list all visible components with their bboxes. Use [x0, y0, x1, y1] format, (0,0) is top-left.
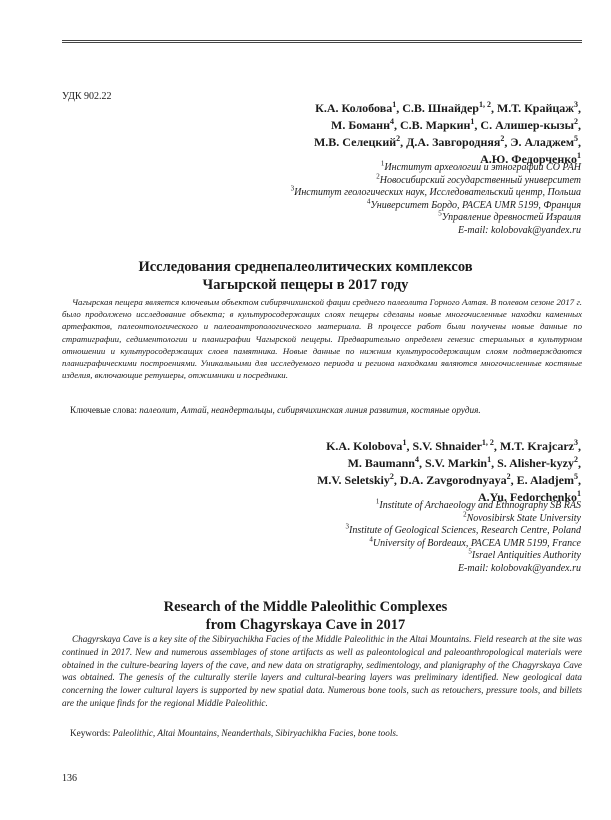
affiliation-line [161, 197, 581, 213]
affiliation-marker: 1, 2 [481, 438, 494, 447]
affiliation-marker: 2 [389, 472, 394, 481]
email-line [161, 563, 581, 576]
affiliation-text: University of Bordeaux, PACEA UMR 5199, France [372, 537, 581, 549]
affiliation-number: 5 [468, 548, 472, 557]
affiliation-marker: 2 [500, 134, 505, 143]
keywords-ru [70, 404, 580, 416]
title-ru-line-1: Исследования среднепалеолитических комплексов [138, 259, 473, 275]
author-name: , М.Т. Крайцаж [490, 101, 574, 115]
affiliation-line [161, 184, 581, 200]
author-name: A.Yu. Fedorchenko [477, 490, 577, 504]
affiliation-number: 4 [369, 535, 373, 544]
affiliation-text: E-mail: kolobovak@yandex.ru [457, 224, 581, 236]
author-name: , [578, 118, 581, 132]
author-name: , С.В. Шнайдер [396, 101, 479, 115]
author-name: , [578, 135, 581, 149]
affiliation-line [161, 535, 581, 551]
affiliation-line [161, 550, 581, 563]
affiliation-marker: 2 [574, 117, 578, 126]
author-name: , [578, 101, 581, 115]
affiliation-marker: 2 [574, 455, 578, 464]
authors-en [101, 438, 581, 506]
abstract-ru: Чагырская пещера является ключевым объектом сибирячихинской фации среднего палеолита Горного Алтая. В полевом сезоне 2017 г. было продолжено исследование объекта; в культуросодержащих слоях пещеры сделаны новые многочисленные находки каменных артефактов, палеонтологического и палеоантропологического материала. В процессе работ были получены новые данные по стратиграфии, седиментологии и планиграфии Чагырской пещеры. Предварительно определен генезис стерильных в культурном отношении и культуросодержащих слоев памятника. Новые данные по нижним культуросодержащим слоям подтверждаются планиграфическими построениями. Уникальными для исследуемого периода и региона находками являются многочисленные костяные изделия, включающие ретушеры, отжимники и посредники. [62, 297, 582, 381]
affiliation-number: 1 [380, 159, 385, 168]
author-name: , D.A. Zavgorodnyaya [393, 473, 507, 487]
author-name: , Э. Аладжем [504, 135, 574, 149]
author-name: , [578, 473, 581, 487]
keywords-en [70, 727, 580, 739]
keywords-ru-label: Ключевые слова: [70, 405, 137, 415]
title-en-line-1: Research of the Middle Paleolithic Complexes [163, 599, 448, 615]
author-line [101, 438, 581, 455]
author-name: K.A. Kolobova [326, 439, 403, 453]
affiliation-number: 1 [375, 497, 380, 506]
author-name: А.Ю. Федорченко [480, 152, 577, 166]
title-en-line-2: from Chagyrskaya Cave in 2017 [205, 617, 406, 633]
affiliation-number: 2 [463, 510, 467, 519]
author-line [101, 455, 581, 472]
author-name: , S.V. Markin [418, 456, 488, 470]
email-line [161, 225, 581, 238]
affiliation-text: E-mail: kolobovak@yandex.ru [457, 562, 581, 574]
affiliation-text: Novosibirsk State University [466, 512, 581, 524]
authors-ru [101, 100, 581, 168]
affiliation-number: 5 [438, 210, 442, 219]
affiliation-marker: 4 [389, 117, 394, 126]
affiliation-line [161, 510, 581, 526]
author-name: , Д.А. Завгородняя [400, 135, 501, 149]
author-name: М.В. Селецкий [313, 135, 397, 149]
affiliation-marker: 1 [392, 100, 397, 109]
affiliation-line [161, 212, 581, 225]
affiliation-line [161, 172, 581, 188]
affiliation-marker: 2 [396, 134, 401, 143]
author-line [101, 472, 581, 489]
affiliation-text: Israel Antiquities Authority [471, 550, 581, 562]
affiliation-marker: 1, 2 [478, 100, 491, 109]
author-name: , С. Алишер-кызы [474, 118, 574, 132]
author-line [101, 134, 581, 151]
affiliation-marker: 1 [577, 151, 581, 160]
author-line [101, 117, 581, 134]
author-line [101, 100, 581, 117]
affiliation-marker: 1 [402, 438, 407, 447]
affiliation-text: Institute of Archaeology and Ethnography SB RAS [379, 500, 581, 511]
keywords-ru-values: палеолит, Алтай, неандертальцы, сибирячихинская линия развития, костяные орудия. [139, 405, 481, 415]
article-title-en [30, 598, 581, 634]
affiliation-marker: 4 [414, 455, 419, 464]
title-ru-line-2: Чагырской пещеры в 2017 году [202, 277, 409, 293]
affiliation-text: Новосибирский государственный университет [379, 174, 581, 186]
author-name: , S. Alisher-kyzy [491, 456, 574, 470]
keywords-en-label: Keywords: [70, 728, 111, 738]
affiliation-marker: 2 [506, 472, 511, 481]
author-name: , S.V. Shnaider [406, 439, 482, 453]
author-name: M.V. Seletskiy [317, 473, 390, 487]
affiliation-number: 3 [345, 522, 350, 531]
author-name: , [578, 439, 581, 453]
author-name: К.А. Колобова [315, 101, 393, 115]
page-number: 136 [62, 773, 77, 784]
author-name: , С.В. Маркин [393, 118, 471, 132]
author-name: М. Боманн [331, 118, 390, 132]
affiliation-number: 2 [376, 172, 380, 181]
affiliation-text: Институт археологии и этнографии СО РАН [384, 162, 581, 173]
affiliation-number: 3 [290, 184, 295, 193]
keywords-en-values: Paleolithic, Altai Mountains, Neanderthals, Sibiryachikha Facies, bone tools. [112, 728, 399, 738]
affiliation-text: Институт геологических наук, Исследовательский центр, Польша [294, 187, 581, 199]
affiliation-marker: 1 [470, 117, 475, 126]
affiliation-text: Университет Бордо, PACEA UMR 5199, Франция [370, 199, 581, 211]
abstract-en: Chagyrskaya Cave is a key site of the Sibiryachikha Facies of the Middle Paleolithic in the Altai Mountains. Field research at the site was continued in 2017. New and numerous assemblages of stone artifacts as well as paleontological and paleoanthropological materials were obtained in the culture-bearing layers of the cave, and new data on stratigraphy, sedimentology, and planigraphy of the Chagyrskaya Cave was obtained. The genesis of the culturally sterile layers and cultural-bearing layers was preliminary identified. New geological data concerning the lower cultural layers is supported by new spatial data. Numerous bone tools, such as retouchers, pressure tools, and billets are the unique finds for the regional Middle Paleolithic. [62, 634, 582, 708]
header-rule [62, 40, 582, 43]
udk-code: УДК 902.22 [62, 91, 112, 102]
affiliation-marker: 3 [574, 438, 578, 447]
affiliation-marker: 1 [487, 455, 492, 464]
affiliation-text: Institute of Geological Sciences, Research Centre, Poland [349, 525, 581, 537]
article-title-ru [30, 258, 581, 294]
author-name: , E. Aladjem [510, 473, 574, 487]
affiliation-marker: 5 [574, 134, 578, 143]
author-name: M. Baumann [347, 456, 415, 470]
affiliation-marker: 3 [574, 100, 578, 109]
affiliation-marker: 1 [577, 489, 581, 498]
author-name: , M.T. Krajcarz [493, 439, 574, 453]
affiliation-marker: 5 [574, 472, 578, 481]
affiliation-number: 4 [366, 197, 371, 206]
affiliation-text: Управление древностей Израиля [441, 212, 581, 224]
author-name: , [578, 456, 581, 470]
